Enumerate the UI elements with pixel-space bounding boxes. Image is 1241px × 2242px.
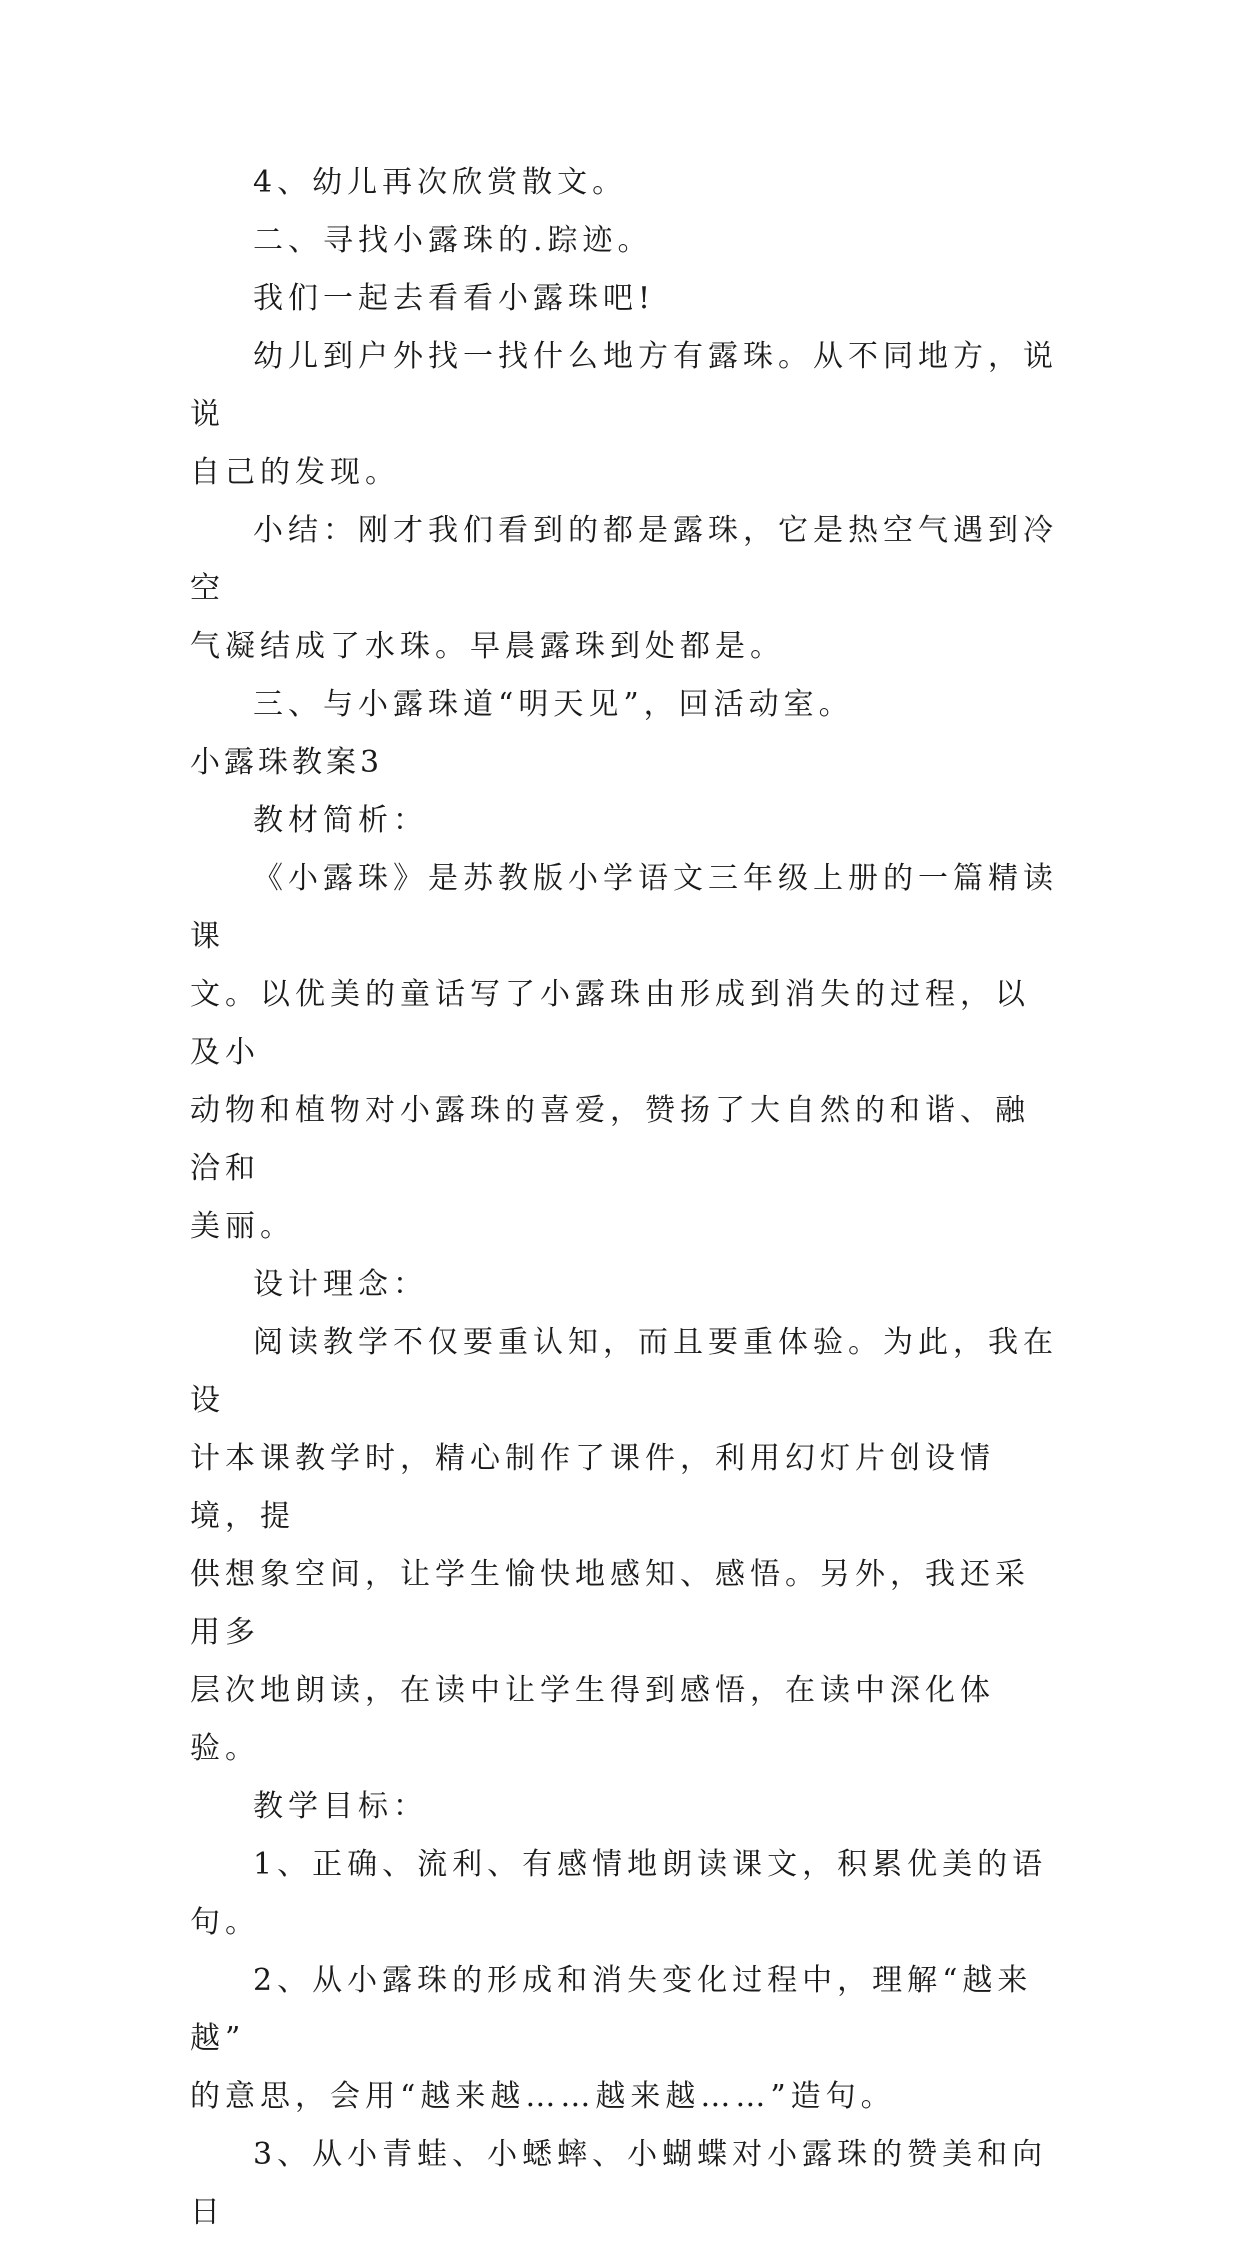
text-line: 幼儿到户外找一找什么地方有露珠。从不同地方，说说	[190, 339, 1058, 432]
paragraph	[190, 154, 1060, 212]
text-line: 我们一起去看看小露珠吧!	[253, 281, 656, 316]
text-line: 文。以优美的童话写了小露珠由形成到消失的过程，以及小	[190, 977, 1030, 1070]
text-line: 供想象空间，让学生愉快地感知、感悟。另外，我还采用多	[190, 1557, 1030, 1650]
paragraph	[190, 850, 1060, 1256]
text-line: 设计理念：	[253, 1267, 428, 1302]
paragraph	[190, 1256, 1060, 1314]
text-line: 的意思，会用“越来越……越来越……”造句。	[190, 2079, 896, 2114]
text-line: 气凝结成了水珠。早晨露珠到处都是。	[190, 629, 785, 664]
text-line: 三、与小露珠道“明天见”，回活动室。	[253, 687, 854, 722]
paragraph	[190, 1314, 1060, 1778]
text-line: 自己的发现。	[190, 455, 400, 490]
text-line: 教学目标：	[253, 1789, 428, 1824]
text-line: 1、正确、流利、有感情地朗读课文，积累优美的语句。	[190, 1847, 1048, 1940]
paragraph	[190, 502, 1060, 676]
paragraph	[190, 328, 1060, 502]
paragraph	[190, 270, 1060, 328]
text-line: 动物和植物对小露珠的喜爱，赞扬了大自然的和谐、融洽和	[190, 1093, 1030, 1186]
paragraph	[190, 676, 1060, 734]
text-line: 小结：刚才我们看到的都是露珠，它是热空气遇到冷空	[190, 513, 1058, 606]
paragraph	[190, 2126, 1060, 2242]
paragraph	[190, 1778, 1060, 1836]
text-line: 3、从小青蛙、小蟋蟀、小蝴蝶对小露珠的赞美和向日	[190, 2137, 1048, 2230]
text-line: 小露珠教案3	[190, 745, 384, 780]
paragraph	[190, 1836, 1060, 1952]
text-line: 计本课教学时，精心制作了课件，利用幻灯片创设情境，提	[190, 1441, 995, 1534]
section-heading	[190, 734, 1060, 792]
paragraph	[190, 212, 1060, 270]
text-line: 《小露珠》是苏教版小学语文三年级上册的一篇精读课	[190, 861, 1058, 954]
text-line: 阅读教学不仅要重认知，而且要重体验。为此，我在设	[190, 1325, 1058, 1418]
document-body	[190, 154, 1060, 2242]
text-line: 4、幼儿再次欣赏散文。	[253, 165, 628, 200]
text-line: 二、寻找小露珠的.踪迹。	[253, 223, 653, 258]
paragraph	[190, 792, 1060, 850]
text-line: 2、从小露珠的形成和消失变化过程中，理解“越来越”	[190, 1963, 1033, 2056]
text-line: 层次地朗读，在读中让学生得到感悟，在读中深化体验。	[190, 1673, 995, 1766]
paragraph	[190, 1952, 1060, 2126]
text-line: 美丽。	[190, 1209, 295, 1244]
text-line: 教材简析：	[253, 803, 428, 838]
